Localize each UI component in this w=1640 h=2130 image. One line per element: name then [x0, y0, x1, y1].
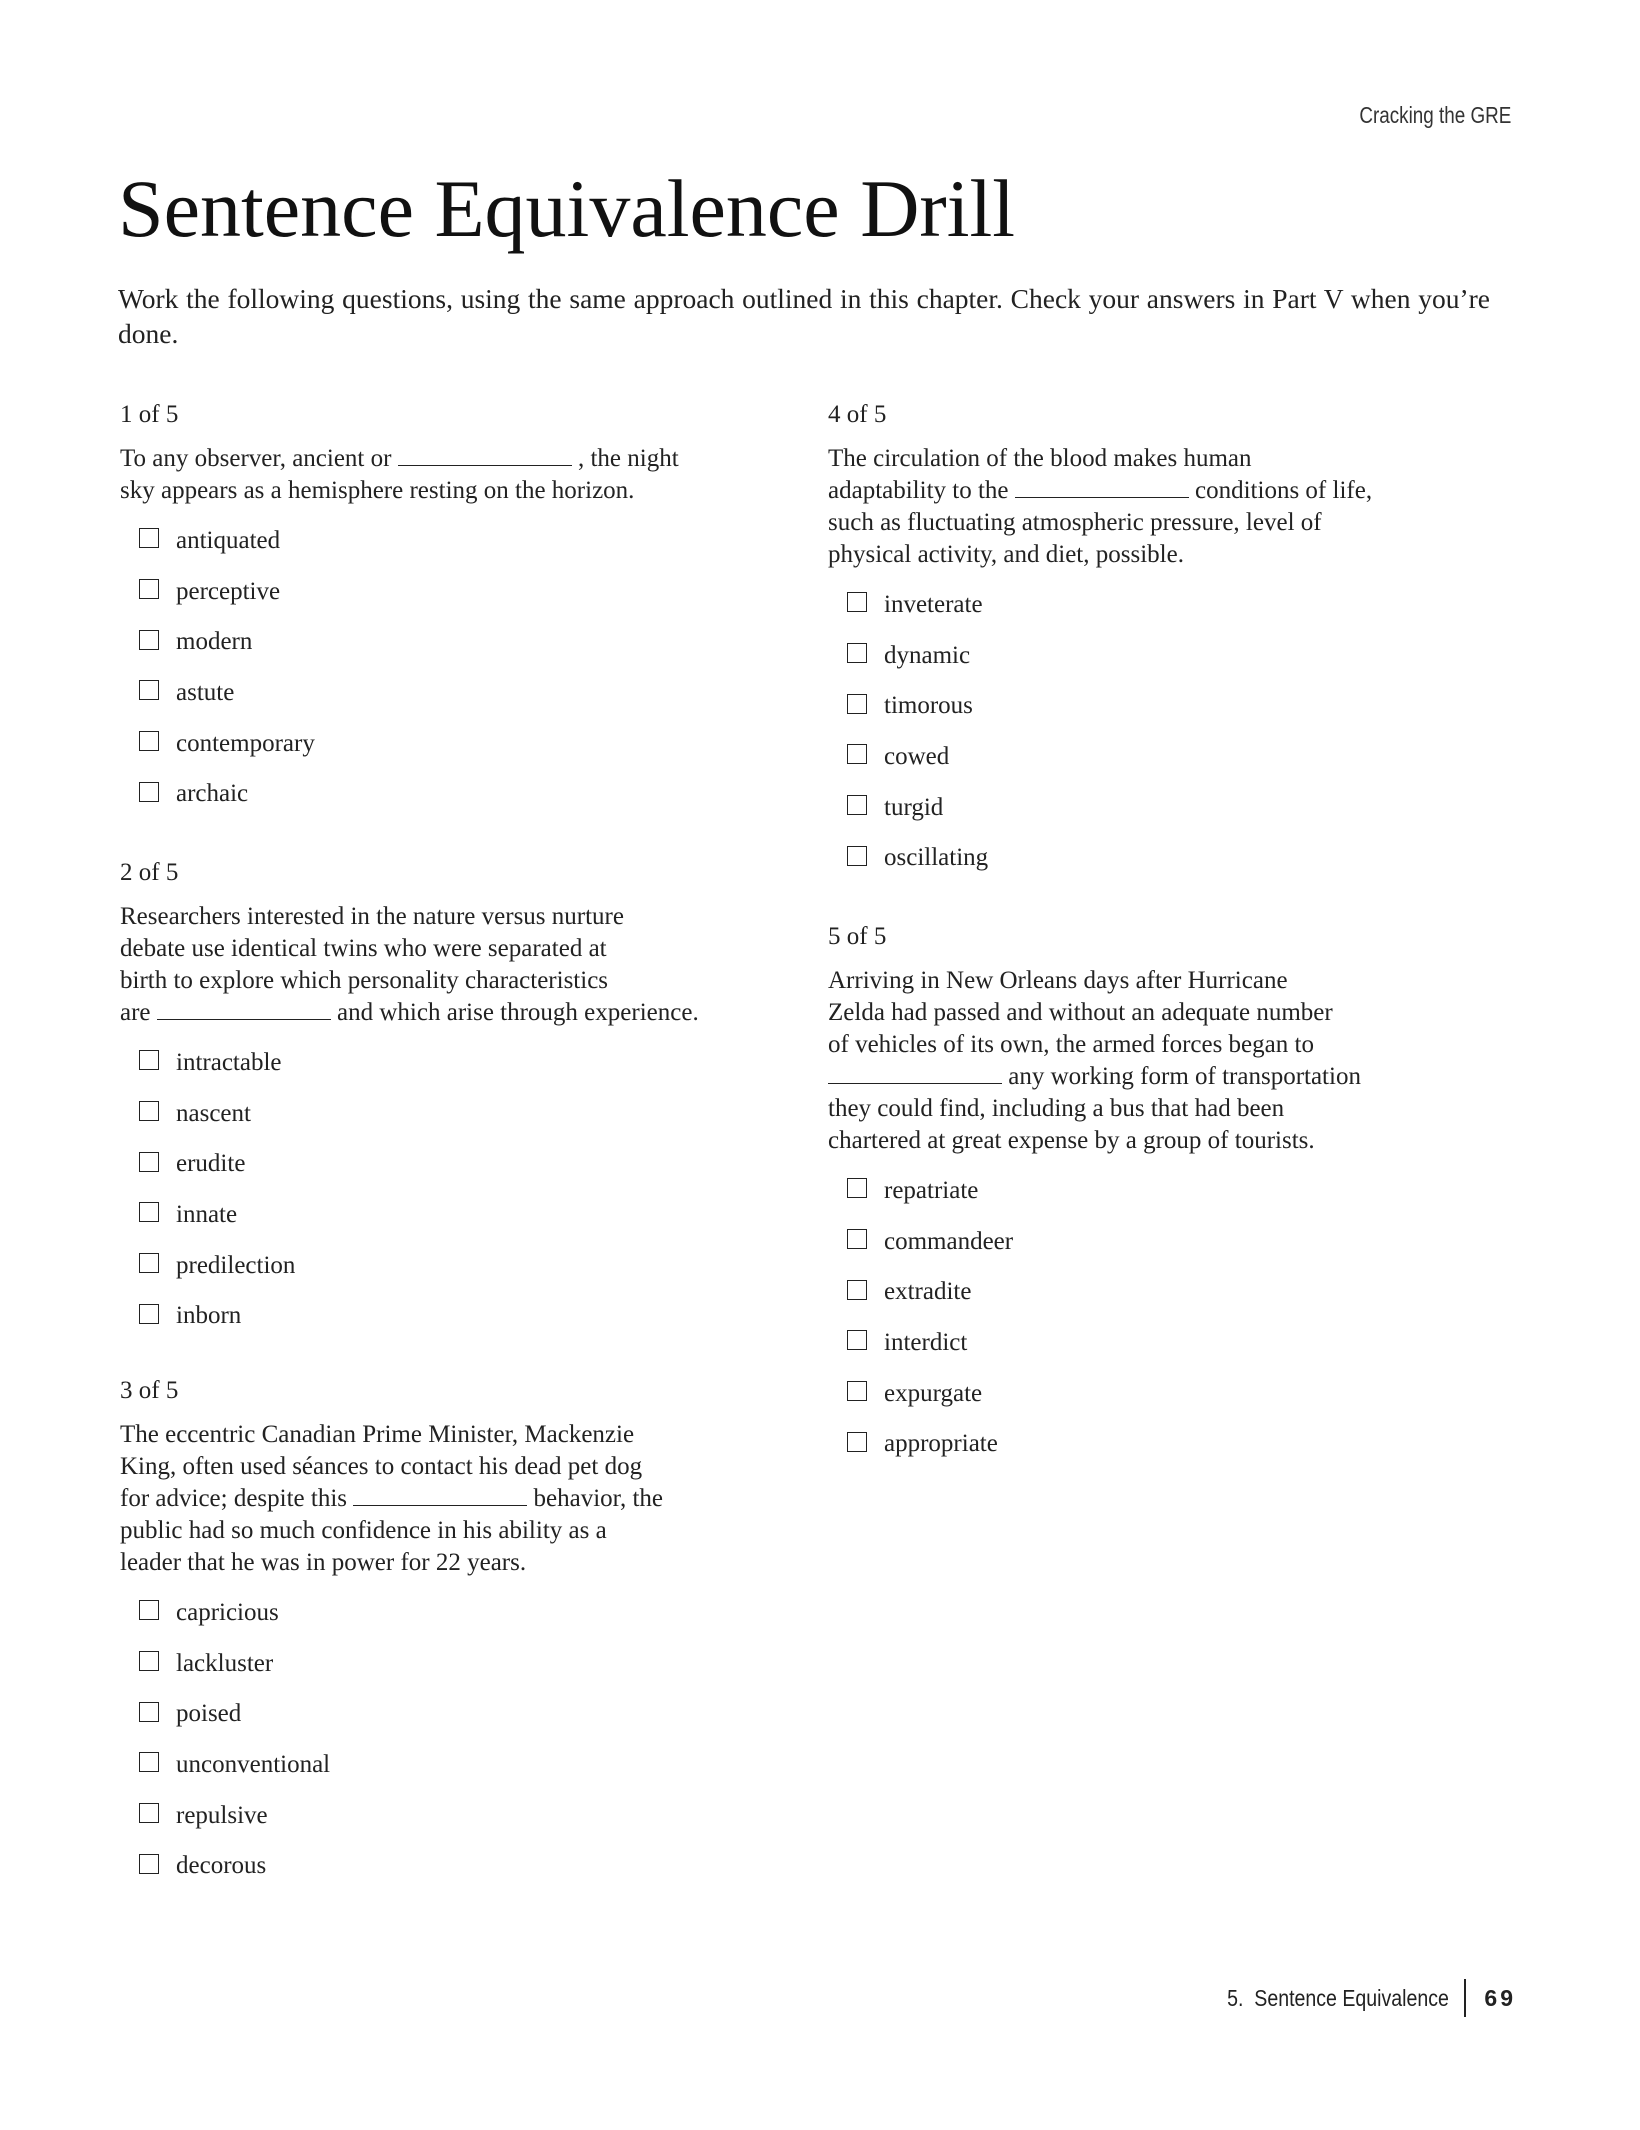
option-label: interdict	[884, 1329, 968, 1357]
checkbox[interactable]	[139, 680, 159, 700]
question-4	[828, 399, 1372, 884]
question-label: 4 of 5	[828, 401, 887, 428]
option-label: perceptive	[176, 577, 281, 605]
checkbox[interactable]	[847, 1280, 867, 1300]
checkbox[interactable]	[139, 1304, 159, 1324]
checkbox[interactable]	[139, 1050, 159, 1070]
intro-text: Work the following questions, using the same approach outlined in this chapter. Check your answers in Part V when you’re done.	[118, 283, 1490, 349]
checkbox[interactable]	[139, 731, 159, 751]
stem-text: sky appears as a hemisphere resting on the horizon.	[120, 477, 635, 504]
answer-option[interactable]	[828, 681, 1372, 732]
stem-line	[120, 1483, 663, 1515]
stem-text: Arriving in New Orleans days after Hurricane	[828, 967, 1288, 994]
checkbox[interactable]	[847, 744, 867, 764]
stem-text: of vehicles of its own, the armed forces began to	[828, 1031, 1314, 1058]
checkbox[interactable]	[847, 1432, 867, 1452]
stem-text: King, often used séances to contact his dead pet dog	[120, 1453, 643, 1480]
option-label: innate	[176, 1201, 238, 1229]
option-label: nascent	[176, 1099, 251, 1127]
stem-line	[828, 475, 1372, 507]
stem-text: conditions of life,	[1188, 477, 1373, 504]
answer-option[interactable]	[120, 1241, 699, 1292]
answer-option[interactable]	[120, 719, 679, 770]
stem-text: adaptability to the	[828, 477, 1015, 504]
question-stem	[828, 965, 1361, 1157]
answer-blank	[157, 999, 331, 1020]
stem-line	[828, 965, 1361, 997]
stem-line	[828, 1093, 1361, 1125]
answer-option[interactable]	[828, 783, 1372, 834]
checkbox[interactable]	[139, 1702, 159, 1722]
option-label: appropriate	[884, 1430, 998, 1458]
option-label: cowed	[884, 743, 950, 771]
answer-option[interactable]	[828, 1217, 1361, 1268]
stem-text: physical activity, and diet, possible.	[828, 541, 1184, 568]
answer-option[interactable]	[120, 1038, 699, 1089]
option-label: archaic	[176, 780, 249, 808]
answer-option[interactable]	[120, 617, 679, 668]
answer-blank	[398, 445, 572, 466]
answer-option[interactable]	[120, 1089, 699, 1140]
answer-options	[828, 1166, 1361, 1470]
stem-text: behavior, the	[527, 1485, 664, 1512]
page-number: 69	[1484, 1984, 1516, 2011]
checkbox[interactable]	[847, 795, 867, 815]
checkbox[interactable]	[847, 1229, 867, 1249]
stem-text: such as fluctuating atmospheric pressure, level of	[828, 509, 1322, 536]
answer-options	[120, 516, 679, 820]
footer-divider	[1464, 1979, 1466, 2017]
option-label: commandeer	[884, 1227, 1014, 1255]
stem-line	[828, 539, 1372, 571]
stem-text: Zelda had passed and without an adequate number	[828, 999, 1333, 1026]
checkbox[interactable]	[139, 630, 159, 650]
question-stem	[120, 901, 699, 1029]
page-title: Sentence Equivalence Drill	[118, 163, 1016, 254]
answer-blank	[353, 1485, 527, 1506]
answer-option[interactable]	[120, 668, 679, 719]
answer-options	[120, 1588, 663, 1892]
option-label: lackluster	[176, 1649, 274, 1677]
stem-text: chartered at great expense by a group of tourists.	[828, 1127, 1315, 1154]
checkbox[interactable]	[139, 528, 159, 548]
question-label: 2 of 5	[120, 859, 179, 886]
stem-line	[828, 1125, 1361, 1157]
checkbox[interactable]	[847, 592, 867, 612]
option-label: repulsive	[176, 1801, 268, 1829]
answer-option[interactable]	[828, 580, 1372, 631]
checkbox[interactable]	[847, 1330, 867, 1350]
stem-line	[828, 1029, 1361, 1061]
stem-line	[120, 443, 679, 475]
option-label: decorous	[176, 1852, 267, 1880]
running-head: Cracking the GRE	[1359, 102, 1511, 128]
option-label: repatriate	[884, 1177, 979, 1204]
option-label: extradite	[884, 1278, 972, 1306]
option-label: antiquated	[176, 527, 281, 554]
stem-line	[120, 1515, 663, 1547]
question-5	[828, 921, 1361, 1470]
answer-blank	[828, 1063, 1002, 1084]
stem-text: for advice; despite this	[120, 1485, 354, 1512]
option-label: contemporary	[176, 729, 315, 757]
stem-line	[120, 1547, 663, 1579]
answer-option[interactable]	[120, 1639, 663, 1690]
answer-option[interactable]	[120, 1588, 663, 1639]
checkbox[interactable]	[139, 1752, 159, 1772]
answer-option[interactable]	[120, 1841, 663, 1892]
checkbox[interactable]	[139, 1854, 159, 1874]
checkbox[interactable]	[139, 1651, 159, 1671]
stem-line	[828, 443, 1372, 475]
question-stem	[120, 443, 679, 507]
checkbox[interactable]	[139, 1202, 159, 1222]
stem-text: The eccentric Canadian Prime Minister, Mackenzie	[120, 1421, 635, 1448]
answer-option[interactable]	[120, 1740, 663, 1791]
question-label: 5 of 5	[828, 923, 887, 950]
checkbox[interactable]	[847, 643, 867, 663]
answer-option[interactable]	[828, 1419, 1361, 1470]
option-label: timorous	[884, 692, 973, 720]
option-label: dynamic	[884, 641, 971, 669]
stem-text: are	[120, 999, 157, 1026]
answer-option[interactable]	[120, 1291, 699, 1342]
option-label: inborn	[176, 1302, 242, 1330]
stem-text: leader that he was in power for 22 years.	[120, 1549, 527, 1576]
stem-line	[120, 965, 699, 997]
option-label: capricious	[176, 1599, 279, 1626]
stem-line	[120, 475, 679, 507]
stem-text: they could find, including a bus that had been	[828, 1095, 1285, 1122]
question-1	[120, 399, 679, 820]
stem-line	[120, 1451, 663, 1483]
stem-text: Researchers interested in the nature versus nurture	[120, 903, 624, 930]
stem-text: birth to explore which personality characteristics	[120, 967, 609, 994]
stem-line	[828, 1061, 1361, 1093]
checkbox[interactable]	[139, 782, 159, 802]
stem-text: To any observer, ancient or	[120, 445, 398, 472]
answer-option[interactable]	[828, 1267, 1361, 1318]
option-label: expurgate	[884, 1379, 983, 1407]
checkbox[interactable]	[847, 846, 867, 866]
option-label: astute	[176, 679, 235, 707]
answer-options	[120, 1038, 699, 1342]
checkbox[interactable]	[847, 694, 867, 714]
stem-line	[120, 1419, 663, 1451]
question-2	[120, 857, 699, 1342]
option-label: oscillating	[884, 844, 989, 872]
answer-option[interactable]	[120, 1689, 663, 1740]
question-stem	[120, 1419, 663, 1579]
stem-line	[120, 901, 699, 933]
checkbox[interactable]	[139, 1600, 159, 1620]
answer-option[interactable]	[120, 769, 679, 820]
page-footer	[1188, 1978, 1516, 2018]
answer-blank	[1015, 477, 1189, 498]
stem-text: any working form of transportation	[1002, 1063, 1361, 1090]
stem-text: debate use identical twins who were separated at	[120, 935, 607, 962]
question-label: 3 of 5	[120, 1377, 179, 1404]
option-label: turgid	[884, 793, 944, 821]
answer-option[interactable]	[828, 1369, 1361, 1420]
stem-text: , the night	[571, 445, 679, 472]
stem-line	[828, 507, 1372, 539]
footer-chapter: 5. Sentence Equivalence	[1226, 1984, 1449, 2011]
answer-option[interactable]	[120, 1139, 699, 1190]
option-label: unconventional	[176, 1751, 331, 1779]
checkbox[interactable]	[139, 1152, 159, 1172]
option-label: poised	[176, 1700, 242, 1728]
answer-option[interactable]	[828, 833, 1372, 884]
checkbox[interactable]	[139, 1253, 159, 1273]
option-label: modern	[176, 628, 253, 656]
checkbox[interactable]	[139, 1803, 159, 1823]
checkbox[interactable]	[847, 1178, 867, 1198]
answer-option[interactable]	[120, 1791, 663, 1842]
question-3	[120, 1375, 663, 1892]
option-label: erudite	[176, 1150, 246, 1178]
answer-option[interactable]	[828, 631, 1372, 682]
answer-options	[828, 580, 1372, 884]
question-label: 1 of 5	[120, 401, 179, 428]
stem-line	[120, 933, 699, 965]
checkbox[interactable]	[847, 1381, 867, 1401]
answer-option[interactable]	[120, 567, 679, 618]
option-label: inveterate	[884, 591, 983, 618]
checkbox[interactable]	[139, 1101, 159, 1121]
option-label: intractable	[176, 1049, 282, 1076]
answer-option[interactable]	[120, 516, 679, 567]
stem-line	[828, 997, 1361, 1029]
stem-text: and which arise through experience.	[330, 999, 699, 1026]
question-stem	[828, 443, 1372, 571]
stem-line	[120, 997, 699, 1029]
answer-option[interactable]	[120, 1190, 699, 1241]
answer-option[interactable]	[828, 1318, 1361, 1369]
checkbox[interactable]	[139, 579, 159, 599]
option-label: predilection	[176, 1251, 296, 1279]
stem-text: public had so much confidence in his ability as a	[120, 1517, 607, 1544]
answer-option[interactable]	[828, 732, 1372, 783]
stem-text: The circulation of the blood makes human	[828, 445, 1252, 472]
answer-option[interactable]	[828, 1166, 1361, 1217]
